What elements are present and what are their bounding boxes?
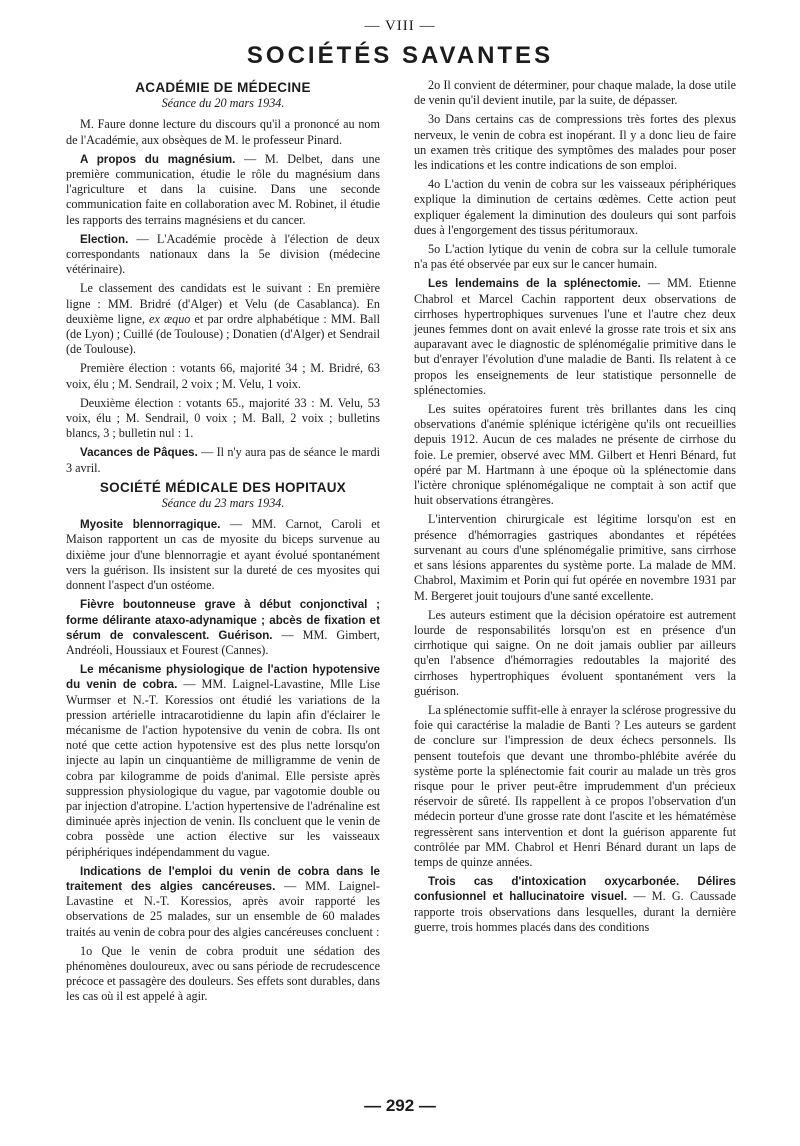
- paragraph-text: — MM. Carnot, Caroli et Maison rapportent un cas de myosite du biceps survenue au dixième jour d'une blennorragie et ayant évolué spontanément vers la guérison. Ils insistent sur la dureté de ces myosites qui donnent l'aspect d'un ostéome.: [66, 517, 380, 593]
- paragraph-heading: Vacances de Pâques.: [80, 446, 198, 460]
- running-head: — VIII —: [364, 18, 436, 34]
- paragraph: M. Faure donne lecture du discours qu'il a prononcé au nom de l'Académie, aux obsèques de M. le professeur Pinard.: [66, 117, 380, 147]
- paragraph-text: — MM. Laignel-Lavastine, Mlle Lise Wurmser et N.-T. Koressios ont étudié les variations de la pression artérielle intracarotidienne du lapin afin d'éclairer le mécanisme de l'action hypotensive du venin de cobra. Ils ont noté que cette action hypotensive est des plus nette lorsqu'on injecte au lapin un cinquantième de milligramme de venin de cobra par kilogramme de poids d'animal. Elle persiste après suppression physiologique du vague, par vagotomie double ou par injection d'atropine. L'action hypertensive de l'adrénaline est diminuée après injection de venin. Ils concluent que le venin de cobra possède une action élective sur les vaisseaux périphériques indépendamment du vague.: [66, 677, 380, 859]
- paragraph: [66, 445, 380, 475]
- paragraph-heading: Fièvre boutonneuse grave à début conjonctival ; forme délirante ataxo-adynamique ; abcès de fixation et sérum de convalescent. Guérison.: [66, 598, 380, 642]
- paragraph-heading: Myosite blennorragique.: [80, 518, 221, 532]
- paragraph: [66, 517, 380, 593]
- page-number: — 292 —: [364, 1096, 436, 1115]
- paragraph-text: — MM. Gimbert, Andréoli, Houssiaux et Fourest (Cannes).: [66, 627, 380, 657]
- paragraph-text: — MM. Laignel-Lavastine et N.-T. Koressios, après avoir rapporté les observations de 25 malades, sur un ensemble de 60 malades traités au venin de cobra pour des algies cancéreuses concluent :: [66, 878, 380, 939]
- left-column: [66, 78, 380, 1009]
- paragraph: [66, 597, 380, 658]
- paragraph: Les auteurs estiment que la décision opératoire est autrement lourde de responsabilités lorsqu'on est en présence d'un cirrhotique qui saigne. On ne doit jamais oublier par ailleurs qu'en l'absence d'hémorragies redoutables la majorité des cirrhoses hypertrophiques évoluent spontanément vers la guérison.: [414, 607, 736, 698]
- paragraph: [66, 864, 380, 940]
- paragraph: 3o Dans certains cas de compressions très fortes des plexus nerveux, le venin de cobra est inopérant. Il y a donc lieu de faire un examen très critique des symptômes des malades pour poser les indications et les contre indications de son emploi.: [414, 112, 736, 173]
- paragraph-heading: Les lendemains de la splénectomie.: [428, 277, 641, 291]
- paragraph: Deuxième élection : votants 65., majorité 33 : M. Velu, 53 voix, élu ; M. Sendrail, 0 voix ; M. Ball, 2 voix ; bulletins blancs, 3 ; bulletin nul : 1.: [66, 395, 380, 441]
- paragraph: 1o Que le venin de cobra produit une sédation des phénomènes douloureux, avec ou sans période de recrudescence précoce et passagère des douleurs. Ses effets sont durables, dans les cas où il est appelé à agir.: [66, 943, 380, 1004]
- paragraph-heading: Election.: [80, 232, 129, 246]
- paragraph: [66, 281, 380, 357]
- paragraph: [66, 232, 380, 278]
- paragraph-text: — L'Académie procède à l'élection de deux correspondants nationaux dans la 5e division (médecine vétérinaire).: [66, 231, 380, 277]
- paragraph-heading: Indications de l'emploi du venin de cobra dans le traitement des algies cancéreuses.: [66, 864, 380, 893]
- paragraph-text: — MM. Etienne Chabrol et Marcel Cachin rapportent deux observations de cirrhoses hypertrophiques survenues l'une et l'autre chez deux jeunes femmes dont on avait enlevé la grosse rate trois et six ans auparavant avec le diagnostic de splénomégalie primitive dans le but d'enrayer l'évolution d'une maladie de Banti. Ils relatent à ce propos les enseignements de leur statistique personnelle de splénectomies.: [414, 276, 736, 397]
- paragraph-text: et par ordre alphabétique : MM. Ball (de Lyon) ; Cuillé (de Toulouse) ; Donatien (d'Alger) et Sendrail (de Toulouse).: [66, 311, 381, 357]
- paragraph: 5o L'action lytique du venin de cobra sur la cellule tumorale n'a pas été observée par eux sur le cancer humain.: [414, 242, 736, 272]
- right-column: [414, 78, 736, 939]
- paragraph-heading: A propos du magnésium.: [80, 152, 236, 166]
- paragraph: [414, 276, 736, 398]
- paragraph: [66, 662, 380, 860]
- paragraph-text: — M. G. Caussade rapporte trois observations dans lesquelles, durant la dernière guerre, trois hommes placés dans des conditions: [414, 889, 736, 934]
- paragraph: 4o L'action du venin de cobra sur les vaisseaux périphériques explique la diminution de certains œdèmes. Cette action peut expliquer également la diminution des douleurs qui sont parfois dues à l'engorgement des tissus péritumoraux.: [414, 177, 736, 237]
- section-title-academie: ACADÉMIE DE MÉDECINE: [135, 80, 311, 95]
- paragraph: L'intervention chirurgicale est légitime lorsqu'on est en présence d'hémorragies gastriques abondantes et répétées survenant au cours d'une splénomégalie primitive, sans cirrhose et sans lésions apparentes du système porte. La malade de MM. Chabrol, Maximim et Porin qui fut opérée en novembre 1931 par M. Bergeret jouit toujours d'une santé excellente.: [414, 512, 736, 603]
- section-date-academie: Séance du 20 mars 1934.: [161, 96, 285, 111]
- paragraph-heading: Le mécanisme physiologique de l'action hypotensive du venin de cobra.: [66, 663, 380, 692]
- paragraph: La splénectomie suffit-elle à enrayer la sclérose progressive du foie qui caractérise la maladie de Banti ? Les auteurs se gardent de conclure sur l'impression de deux échecs personnels. Ils pensent toutefois que devant une thrombo-phlébite avérée du système porte la splénectomie fait courir au malade un très gros risque pour le priver peut-être imprudemment d'un précieux réservoir de sûreté. Ils rappellent à ce propos l'observation d'un médecin porteur d'une grosse rate dont l'ascite et les hématémèse regressèrent sans intervention et dont la guérison apparente fut contrôlée par MM. Chabrol et Henri Bénard durant un laps de temps de quinze années.: [414, 702, 736, 869]
- paragraph-text: — Il n'y aura pas de séance le mardi 3 avril.: [66, 445, 381, 475]
- paragraph-text: Le classement des candidats est le suivant : En première ligne : MM. Bridré (d'Alger) et Velu (de Casablanca). En deuxième ligne,: [66, 281, 380, 326]
- section-title-hopitaux: SOCIÉTÉ MÉDICALE DES HOPITAUX: [99, 479, 347, 495]
- paragraph: [66, 152, 380, 228]
- emphasis: ex æquo: [149, 311, 191, 326]
- paragraph: Première élection : votants 66, majorité 34 ; M. Bridré, 63 voix, élu ; M. Sendrail, 2 voix ; M. Velu, 1 voix.: [66, 361, 380, 391]
- page-title: SOCIÉTÉS SAVANTES: [246, 42, 554, 69]
- paragraph-heading: Trois cas d'intoxication oxycarbonée. Délires confusionnel et hallucinatoire visuel.: [414, 875, 736, 904]
- paragraph-text: — M. Delbet, dans une première communication, étudie le rôle du magnésium dans l'agriculture et dans la cuisine. Dans une seconde communication faite en collaboration avec M. Robinet, il étudie les rapports des terrains magnésiens et du cancer.: [66, 151, 380, 227]
- paragraph: [414, 874, 736, 935]
- paragraph: Les suites opératoires furent très brillantes dans les cinq observations d'anémie splénique ictérigène qu'ils ont recueillies depuis 1912. Aucun de ces malades ne présente de cirrhose du foie. Le premier, observé avec MM. Gilbert et Henri Bénard, fut opéré par M. Hartmann à une époque où la splénectomie dans l'ictère chronique splénomégalique ne comptait à son actif que huit observations étrangères.: [414, 402, 736, 508]
- section-date-hopitaux: Séance du 23 mars 1934.: [161, 496, 285, 511]
- paragraph: 2o Il convient de déterminer, pour chaque malade, la dose utile de venin qu'il devient inutile, par la suite, de dépasser.: [414, 78, 736, 108]
